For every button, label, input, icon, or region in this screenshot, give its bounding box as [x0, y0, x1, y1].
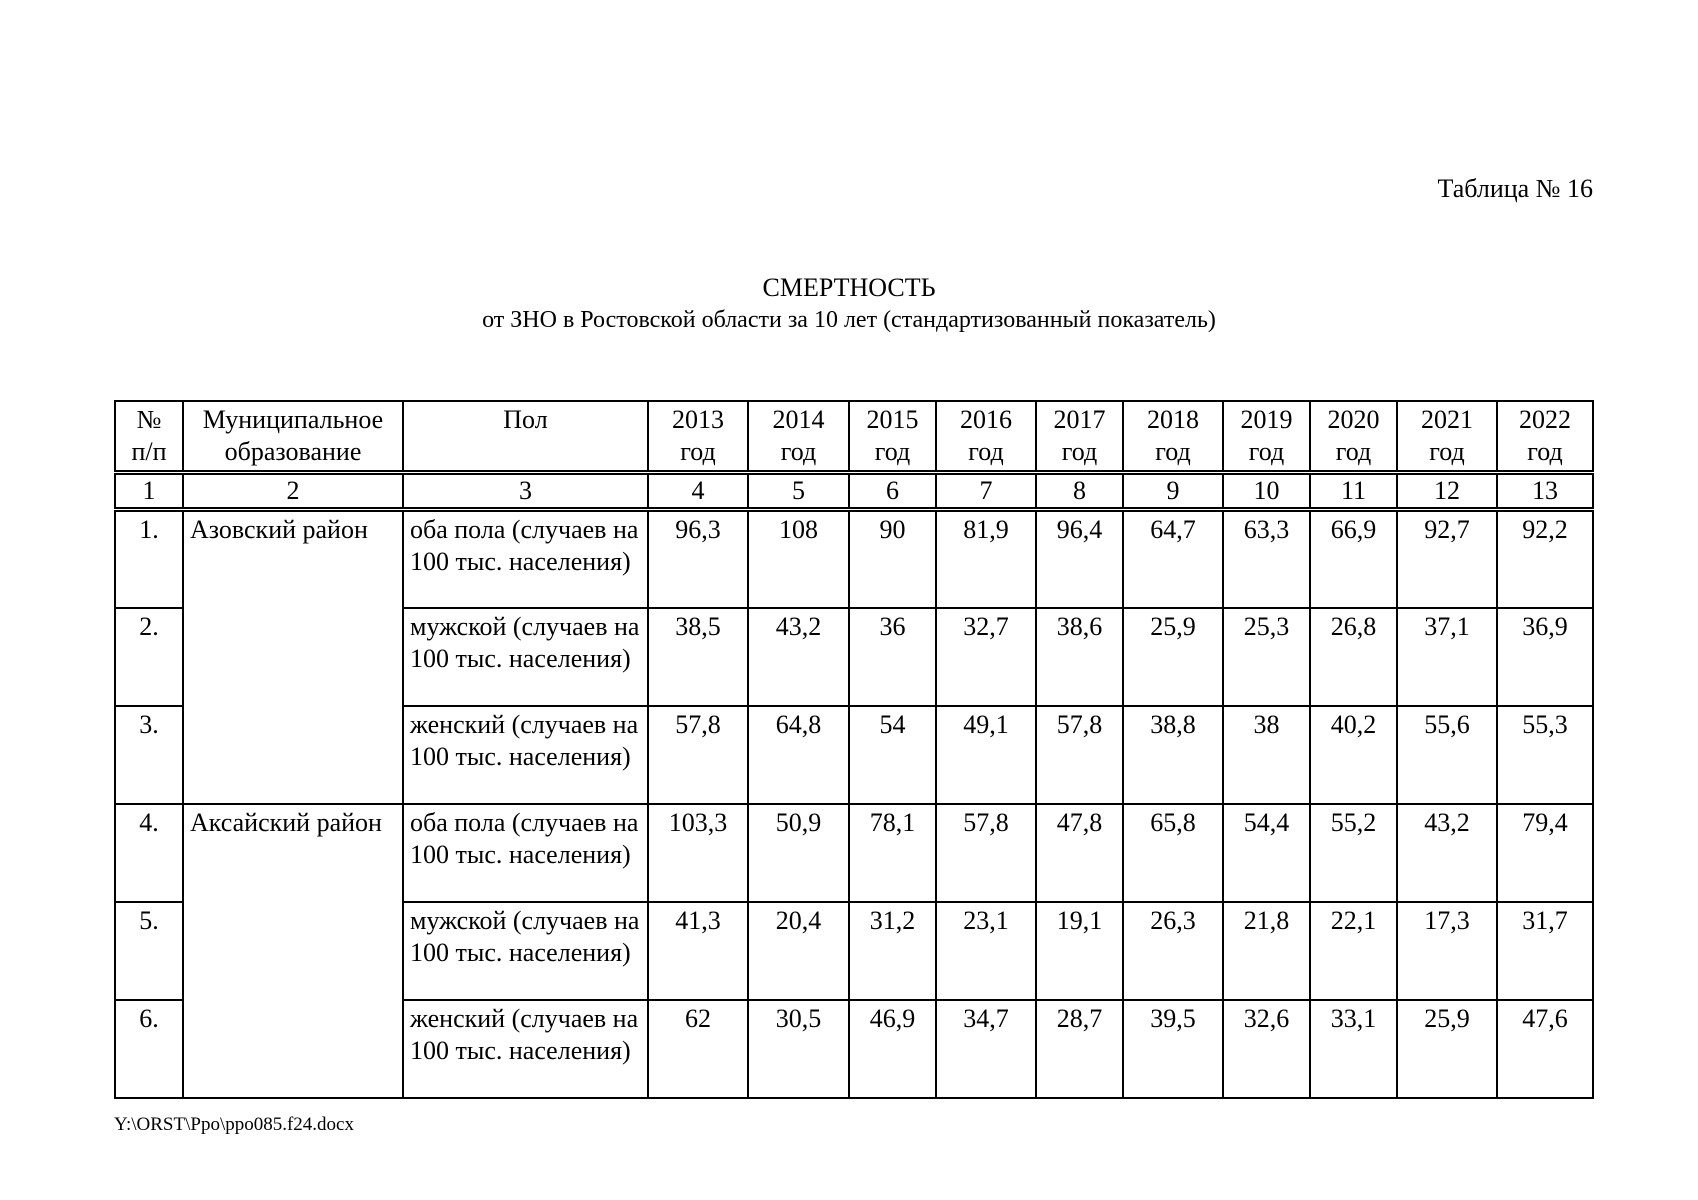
value-cell: 21,8: [1223, 902, 1310, 1000]
header-year: [1036, 401, 1123, 473]
value-cell: 57,8: [936, 804, 1036, 902]
value-cell: 65,8: [1123, 804, 1223, 902]
header-municipality-line2: образование: [224, 437, 362, 466]
value-cell: 108: [748, 510, 849, 608]
value-cell: 57,8: [1036, 706, 1123, 804]
header-year: [1310, 401, 1397, 473]
header-year-unit: год: [1527, 437, 1563, 466]
value-cell: 96,4: [1036, 510, 1123, 608]
value-cell: 36,9: [1497, 608, 1593, 706]
document-title: СМЕРТНОСТЬ: [762, 273, 936, 302]
value-cell: 66,9: [1310, 510, 1397, 608]
header-year-value: 2017: [1053, 405, 1106, 434]
table-row: [115, 510, 1593, 608]
value-cell: 41,3: [648, 902, 748, 1000]
value-cell: 47,6: [1497, 1000, 1593, 1098]
header-num-line2: п/п: [131, 437, 167, 466]
column-number: 13: [1497, 473, 1593, 510]
value-cell: 34,7: [936, 1000, 1036, 1098]
column-number: 4: [648, 473, 748, 510]
value-cell: 38: [1223, 706, 1310, 804]
table-body: [115, 510, 1593, 1098]
header-year-value: 2020: [1327, 405, 1380, 434]
value-cell: 81,9: [936, 510, 1036, 608]
value-cell: 23,1: [936, 902, 1036, 1000]
header-num: [115, 401, 183, 473]
value-cell: 30,5: [748, 1000, 849, 1098]
sex-cell: мужской (случаев на 100 тыс. населения): [403, 902, 648, 1000]
header-year: [1397, 401, 1497, 473]
value-cell: 26,3: [1123, 902, 1223, 1000]
header-year-unit: год: [968, 437, 1004, 466]
value-cell: 32,7: [936, 608, 1036, 706]
sex-cell: мужской (случаев на 100 тыс. населения): [403, 608, 648, 706]
header-year: [849, 401, 936, 473]
column-number: 9: [1123, 473, 1223, 510]
value-cell: 64,7: [1123, 510, 1223, 608]
column-number: 12: [1397, 473, 1497, 510]
value-cell: 96,3: [648, 510, 748, 608]
value-cell: 57,8: [648, 706, 748, 804]
row-number: 6.: [115, 1000, 183, 1098]
value-cell: 38,8: [1123, 706, 1223, 804]
value-cell: 78,1: [849, 804, 936, 902]
column-number-row: [115, 473, 1593, 510]
header-year-unit: год: [680, 437, 716, 466]
header-year-unit: год: [1155, 437, 1191, 466]
value-cell: 103,3: [648, 804, 748, 902]
value-cell: 40,2: [1310, 706, 1397, 804]
value-cell: 31,2: [849, 902, 936, 1000]
column-number: 11: [1310, 473, 1397, 510]
sex-cell: женский (случаев на 100 тыс. населения): [403, 706, 648, 804]
footer-file-path: Y:\ORST\Ppo\ppo085.f24.docx: [114, 1114, 354, 1135]
value-cell: 54: [849, 706, 936, 804]
value-cell: 28,7: [1036, 1000, 1123, 1098]
value-cell: 26,8: [1310, 608, 1397, 706]
header-year-value: 2016: [960, 405, 1012, 434]
sex-cell: женский (случаев на 100 тыс. населения): [403, 1000, 648, 1098]
header-year: [936, 401, 1036, 473]
header-municipality-line1: Муниципальное: [202, 405, 384, 434]
column-number: 8: [1036, 473, 1123, 510]
header-year-value: 2019: [1240, 405, 1293, 434]
row-number: 5.: [115, 902, 183, 1000]
header-year: [1123, 401, 1223, 473]
header-row: [115, 401, 1593, 473]
header-year-unit: год: [874, 437, 911, 466]
header-year-unit: год: [1335, 437, 1372, 466]
header-year-unit: год: [1429, 437, 1465, 466]
row-number: 3.: [115, 706, 183, 804]
value-cell: 33,1: [1310, 1000, 1397, 1098]
header-municipality: [183, 401, 403, 473]
title-block: [0, 272, 1698, 336]
header-year-value: 2018: [1147, 405, 1199, 434]
header-year-value: 2021: [1421, 405, 1473, 434]
value-cell: 43,2: [748, 608, 849, 706]
value-cell: 20,4: [748, 902, 849, 1000]
value-cell: 47,8: [1036, 804, 1123, 902]
value-cell: 25,9: [1397, 1000, 1497, 1098]
row-number: 4.: [115, 804, 183, 902]
column-number: 7: [936, 473, 1036, 510]
header-year-value: 2014: [772, 405, 825, 434]
value-cell: 55,3: [1497, 706, 1593, 804]
header-year: [648, 401, 748, 473]
value-cell: 22,1: [1310, 902, 1397, 1000]
sex-cell: оба пола (случаев на 100 тыс. населения): [403, 510, 648, 608]
value-cell: 79,4: [1497, 804, 1593, 902]
value-cell: 64,8: [748, 706, 849, 804]
table-number: Таблица № 16: [1437, 174, 1593, 203]
value-cell: 39,5: [1123, 1000, 1223, 1098]
column-number: 2: [183, 473, 403, 510]
column-number: 3: [403, 473, 648, 510]
header-year-value: 2013: [672, 405, 724, 434]
row-number: 1.: [115, 510, 183, 608]
header-year: [748, 401, 849, 473]
value-cell: 55,6: [1397, 706, 1497, 804]
column-number: 10: [1223, 473, 1310, 510]
value-cell: 32,6: [1223, 1000, 1310, 1098]
header-year-value: 2015: [866, 405, 919, 434]
municipality-cell: Аксайский район: [183, 804, 403, 1098]
value-cell: 37,1: [1397, 608, 1497, 706]
value-cell: 38,5: [648, 608, 748, 706]
mortality-table: [114, 400, 1594, 1099]
value-cell: 55,2: [1310, 804, 1397, 902]
header-num-line1: №: [136, 405, 162, 434]
value-cell: 38,6: [1036, 608, 1123, 706]
header-year: [1223, 401, 1310, 473]
column-number: 5: [748, 473, 849, 510]
municipality-cell: Азовский район: [183, 510, 403, 804]
value-cell: 25,9: [1123, 608, 1223, 706]
header-year-unit: год: [1248, 437, 1285, 466]
column-number: 6: [849, 473, 936, 510]
value-cell: 49,1: [936, 706, 1036, 804]
value-cell: 36: [849, 608, 936, 706]
value-cell: 92,2: [1497, 510, 1593, 608]
value-cell: 25,3: [1223, 608, 1310, 706]
value-cell: 90: [849, 510, 936, 608]
table-row: [115, 804, 1593, 902]
value-cell: 17,3: [1397, 902, 1497, 1000]
document-subtitle: от ЗНО в Ростовской области за 10 лет (стандартизованный показатель): [482, 307, 1216, 333]
value-cell: 46,9: [849, 1000, 936, 1098]
header-year-unit: год: [1061, 437, 1098, 466]
value-cell: 63,3: [1223, 510, 1310, 608]
value-cell: 92,7: [1397, 510, 1497, 608]
header-year-value: 2022: [1519, 405, 1571, 434]
value-cell: 50,9: [748, 804, 849, 902]
column-number: 1: [115, 473, 183, 510]
value-cell: 31,7: [1497, 902, 1593, 1000]
header-year: [1497, 401, 1593, 473]
value-cell: 43,2: [1397, 804, 1497, 902]
header-year-unit: год: [780, 437, 817, 466]
row-number: 2.: [115, 608, 183, 706]
value-cell: 62: [648, 1000, 748, 1098]
header-sex: Пол: [403, 401, 648, 473]
value-cell: 19,1: [1036, 902, 1123, 1000]
sex-cell: оба пола (случаев на 100 тыс. населения): [403, 804, 648, 902]
value-cell: 54,4: [1223, 804, 1310, 902]
